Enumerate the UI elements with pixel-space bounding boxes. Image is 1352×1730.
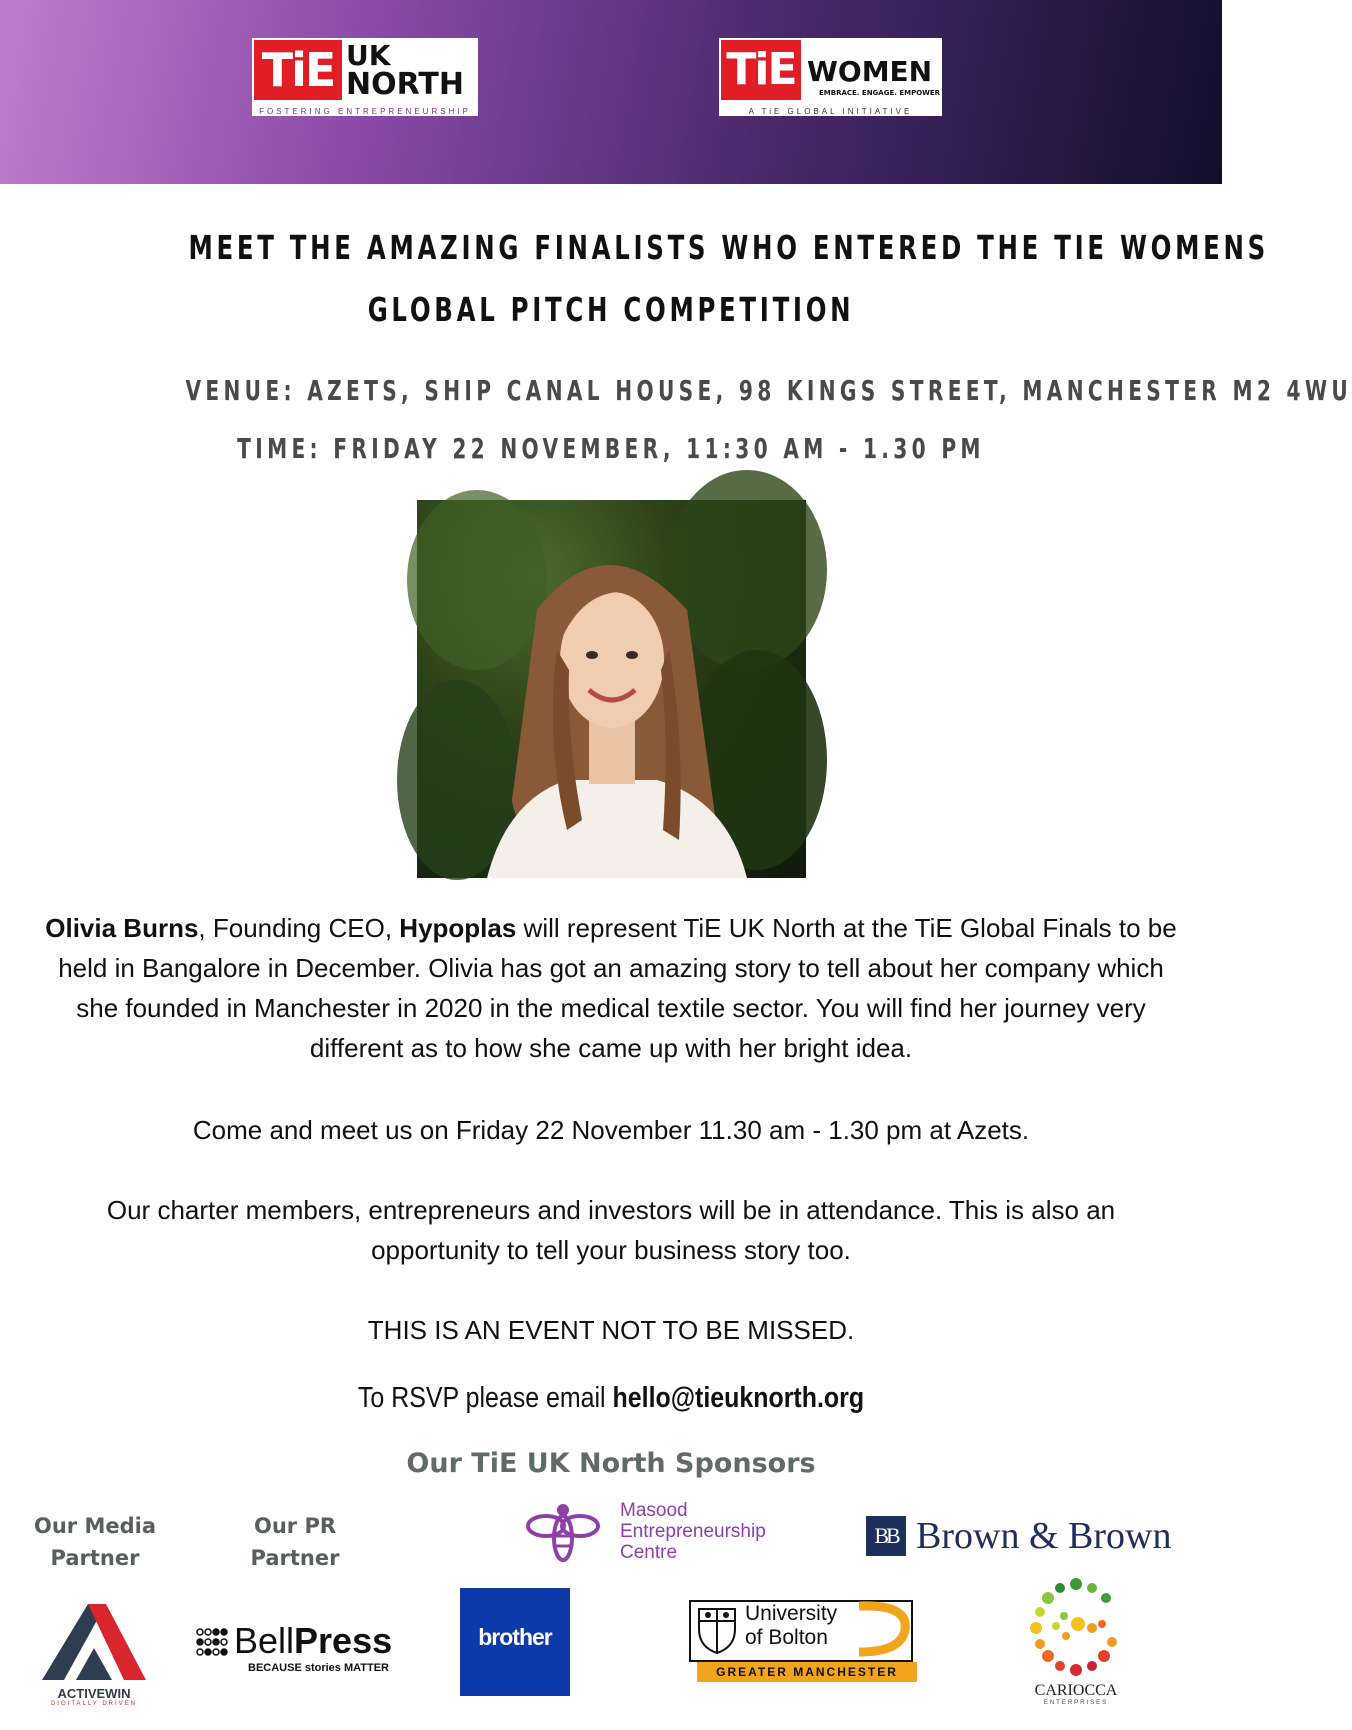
logo-word-women: WOMEN xyxy=(807,55,933,88)
bellpress-bold: Press xyxy=(294,1620,393,1661)
swoosh-icon xyxy=(849,1600,919,1658)
bolton-band: GREATER MANCHESTER xyxy=(697,1662,917,1682)
university-of-bolton-logo xyxy=(689,1600,925,1684)
logo-tagline: FOSTERING ENTREPRENEURSHIP xyxy=(259,107,471,116)
meet-paragraph: Come and meet us on Friday 22 November 11.30 am - 1.30 pm at Azets. xyxy=(192,1115,1030,1145)
rsvp-line xyxy=(86,1382,1137,1415)
headline-line-1: MEET THE AMAZING FINALISTS WHO ENTERED THE TIE WOMENS xyxy=(188,228,1269,267)
finalist-name: Olivia Burns xyxy=(45,913,199,943)
media-partner-label: Our Media Partner xyxy=(33,1514,156,1570)
logo-tagline: A TiE GLOBAL INITIATIVE xyxy=(748,107,913,116)
portrait-illustration xyxy=(417,500,806,878)
cariocca-name: CARIOCCA xyxy=(1034,1682,1118,1699)
intro-paragraph xyxy=(40,908,1182,1068)
masood-logo xyxy=(528,1500,788,1566)
rsvp-email-link[interactable]: hello@tieuknorth.org xyxy=(612,1382,865,1414)
brown-and-brown-name: Brown & Brown xyxy=(916,1515,1172,1557)
activewin-logo xyxy=(36,1602,152,1710)
tie-women-logo xyxy=(719,38,942,116)
header-banner xyxy=(0,0,1222,184)
rsvp-prefix: To RSVP please email xyxy=(357,1382,613,1414)
attendance-paragraph: Our charter members, entrepreneurs and investors will be in attendance. This is also an opportunity to tell your business story too. xyxy=(106,1195,1116,1265)
bee-icon xyxy=(528,1500,598,1566)
bellpress-logo xyxy=(196,1620,396,1680)
masood-line-3: Centre xyxy=(620,1542,678,1563)
brother-logo xyxy=(460,1588,570,1696)
finalist-role: , Founding CEO, xyxy=(198,913,400,943)
logo-line-uk: UK xyxy=(346,39,391,72)
time-line: TIME: FRIDAY 22 NOVEMBER, 11:30 AM - 1.30 PM xyxy=(237,432,985,465)
masood-line-2: Entrepreneurship xyxy=(620,1521,766,1542)
bolton-line-2: of Bolton xyxy=(745,1626,828,1649)
crest-icon xyxy=(695,1605,739,1655)
logo-line-north: NORTH xyxy=(346,67,464,102)
tie-uk-north-logo xyxy=(252,38,478,116)
cariocca-tagline: ENTERPRISES xyxy=(1043,1700,1109,1706)
logo-slogan: EMBRACE. ENGAGE. EMPOWER xyxy=(819,89,941,97)
bellpress-name xyxy=(234,1620,392,1662)
masood-line-1: Masood xyxy=(620,1500,688,1521)
activewin-mark-icon xyxy=(36,1602,152,1682)
company-name: Hypoplas xyxy=(399,913,517,943)
bb-mark: BB xyxy=(866,1516,906,1556)
activewin-tagline: DIGITALLY DRIVEN xyxy=(50,1701,137,1707)
not-to-miss-line: THIS IS AN EVENT NOT TO BE MISSED. xyxy=(367,1315,855,1345)
brother-wordmark: brother xyxy=(478,1624,552,1650)
sponsors-title: Our TiE UK North Sponsors xyxy=(406,1448,816,1479)
tie-mark: TiE xyxy=(721,40,801,100)
brown-and-brown-logo xyxy=(866,1514,1186,1558)
tie-mark: TiE xyxy=(254,40,342,100)
headline-line-2: GLOBAL PITCH COMPETITION xyxy=(367,290,855,329)
cariocca-logo xyxy=(1016,1576,1136,1710)
activewin-name: ACTIVEWIN xyxy=(57,1686,131,1701)
cariocca-dots-icon xyxy=(1026,1576,1126,1676)
dots-icon xyxy=(196,1628,232,1658)
speaker-photo xyxy=(417,500,806,878)
intro-rest: will represent TiE UK North at the TiE Global Finals to be held in Bangalore in December. Olivia has got an amazing story to tell about her company which she founded in Manchester in 2020 in the medical textile sector. You will find her journey very different as to how she came up with her bright idea. xyxy=(58,913,1177,1063)
venue-line: VENUE: AZETS, SHIP CANAL HOUSE, 98 KINGS STREET, MANCHESTER M2 4WU xyxy=(185,374,1352,407)
bellpress-light: Bell xyxy=(234,1620,295,1661)
pr-partner-label: Our PR Partner xyxy=(250,1514,340,1570)
bolton-line-1: University xyxy=(745,1602,838,1625)
bellpress-tagline: BECAUSE stories MATTER xyxy=(248,1662,389,1674)
